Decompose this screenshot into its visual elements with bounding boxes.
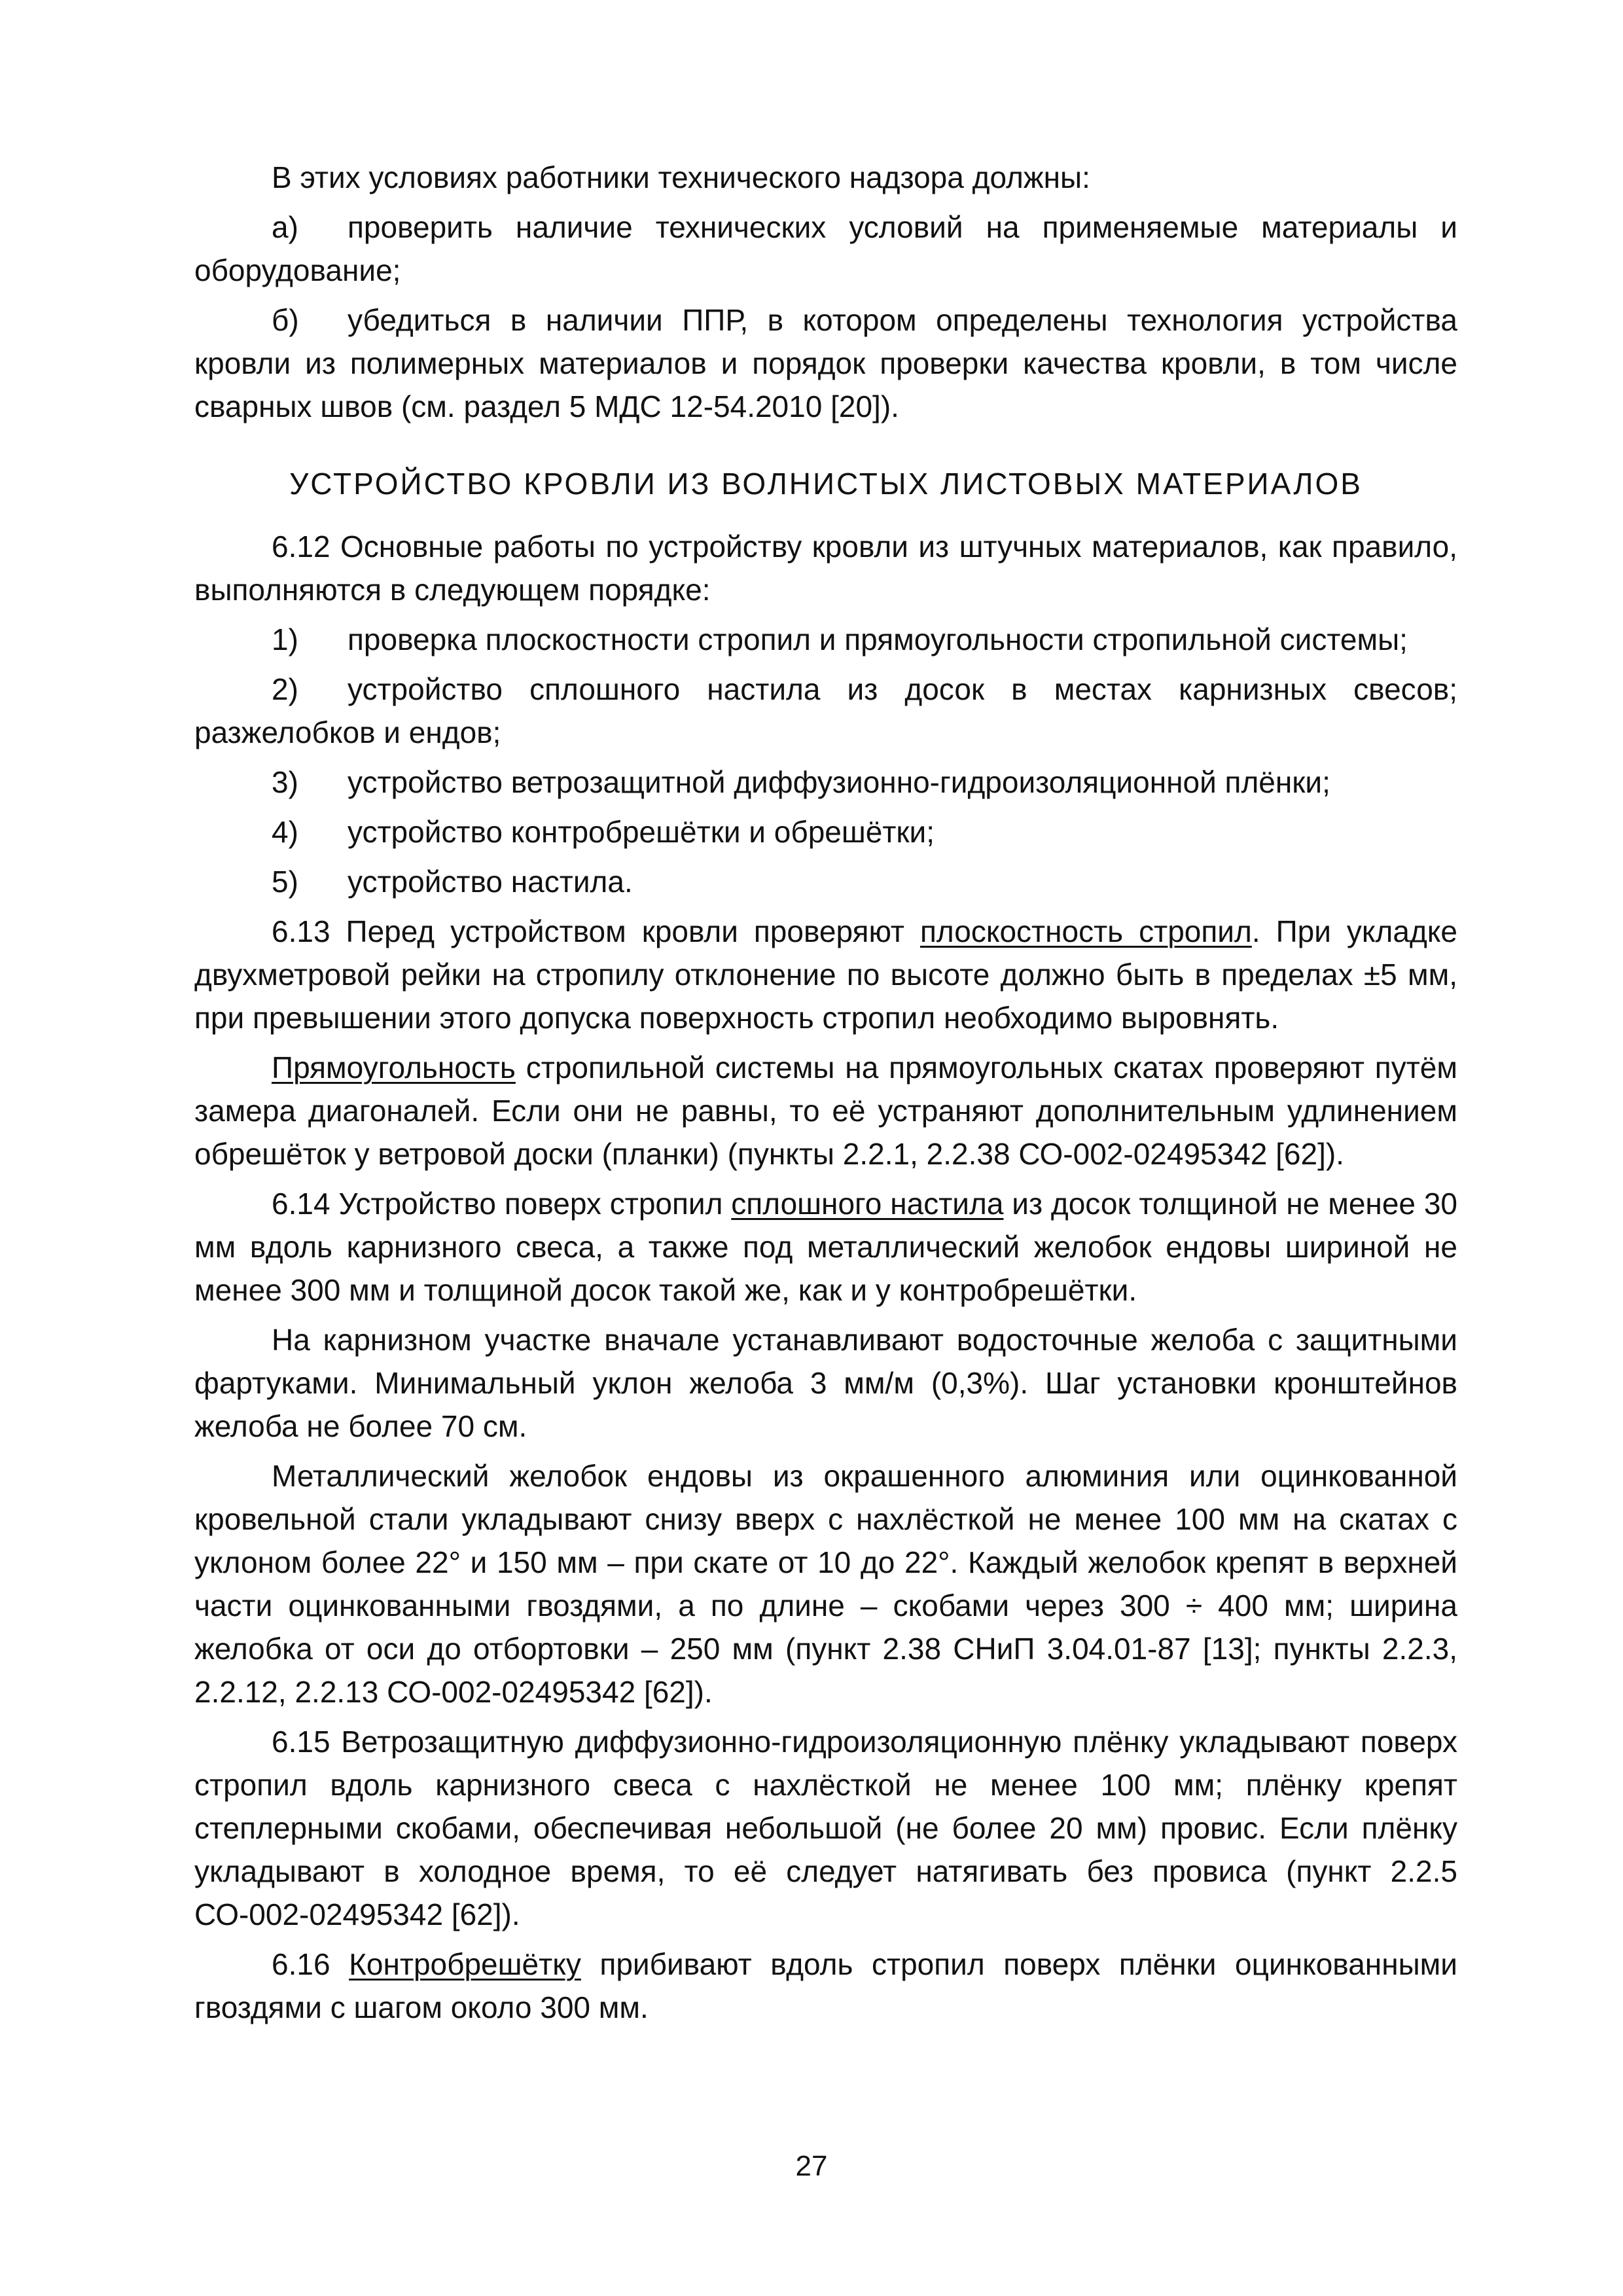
page-content bbox=[194, 156, 1457, 2036]
list-marker: 3) bbox=[272, 765, 298, 799]
list-item-3 bbox=[194, 761, 1457, 804]
intro-paragraph: В этих условиях работники технического надзора должны: bbox=[272, 160, 1090, 194]
underlined-term: Прямоугольность bbox=[272, 1050, 516, 1085]
list-marker: б) bbox=[272, 303, 299, 337]
page-number: 27 bbox=[795, 2150, 828, 2182]
list-item-text: проверить наличие технических условий на применяемые материалы и оборудование; bbox=[194, 210, 1457, 287]
paragraph-text: из досок толщиной не менее 30 мм вдоль карнизного свеса, а также под металлический желобок ендовы шириной не менее 300 мм и толщиной досок такой же, как и у контробрешётки. bbox=[194, 1187, 1458, 1307]
list-item-text: устройство настила. bbox=[348, 865, 633, 899]
list-marker: 2) bbox=[272, 672, 298, 706]
list-item-1 bbox=[194, 618, 1457, 661]
paragraph-text: прибивают вдоль стропил поверх плёнки оцинкованными гвоздями с шагом около 300 мм. bbox=[194, 1947, 1457, 2024]
list-item-text: проверка плоскостности стропил и прямоугольности стропильной системы; bbox=[348, 622, 1408, 656]
paragraph-valley: Металлический желобок ендовы из окрашенного алюминия или оцинкованной кровельной стали укладывают снизу вверх с нахлёсткой не менее 100 мм на скатах с уклоном более 22° и 150 мм – при скате от 10 до 22°. Каждый желобок крепят в верхней части оцинкованными гвоздями, а по длине – скобами через 300 ÷ 400 мм; ширина желобка от оси до отбортовки – 250 мм (пункт 2.38 СНиП 3.04.01-87 [13]; пункты 2.2.3, 2.2.12, 2.2.13 СО-002-02495342 [62]). bbox=[194, 1459, 1457, 1709]
underlined-term: сплошного настила bbox=[731, 1187, 1004, 1221]
paragraph-text: 6.16 bbox=[272, 1947, 349, 1981]
list-item-5 bbox=[194, 860, 1457, 903]
paragraph-6-16 bbox=[194, 1943, 1457, 2029]
list-item-a bbox=[194, 206, 1457, 292]
list-item-4 bbox=[194, 810, 1457, 853]
paragraph-6-15: 6.15 Ветрозащитную диффузионно-гидроизоляционную плёнку укладывают поверх стропил вдоль карнизного свеса с нахлёсткой не менее 100 мм; плёнку крепят степлерными скобами, обеспечивая небольшой (не более 20 мм) провис. Если плёнку укладывают в холодное время, то её следует натягивать без провиса (пункт 2.2.5 СО-002-02495342 [62]). bbox=[194, 1725, 1457, 1931]
list-item-text: устройство сплошного настила из досок в местах карнизных свесов; разжелобков и ендов; bbox=[194, 672, 1457, 749]
paragraph-6-12: 6.12 Основные работы по устройству кровли из штучных материалов, как правило, выполняются в следующем порядке: bbox=[194, 529, 1457, 607]
paragraph-text: . При укладке двухметровой рейки на стропилу отклонение по высоте должно быть в пределах ±5 мм, при превышении этого допуска поверхность стропил необходимо выровнять. bbox=[194, 914, 1458, 1035]
list-marker: 5) bbox=[272, 865, 298, 899]
paragraph-text: 6.14 Устройство поверх стропил bbox=[272, 1187, 732, 1221]
list-item-text: устройство контробрешётки и обрешётки; bbox=[348, 815, 935, 849]
section-heading: УСТРОЙСТВО КРОВЛИ ИЗ ВОЛНИСТЫХ ЛИСТОВЫХ МАТЕРИАЛОВ bbox=[289, 467, 1363, 501]
underlined-term: плоскостность стропил bbox=[919, 914, 1252, 948]
paragraph-text: стропильной системы на прямоугольных скатах проверяют путём замера диагоналей. Если они не равны, то её устраняют дополнительным удлинением обрешёток у ветровой доски (планки) (пункты 2.2.1, 2.2.38 СО-002-02495342 [62]). bbox=[194, 1050, 1457, 1171]
list-item-2 bbox=[194, 668, 1457, 754]
paragraph-rectangularity bbox=[194, 1046, 1457, 1175]
list-marker: 1) bbox=[272, 622, 298, 656]
list-marker: а) bbox=[272, 210, 298, 244]
paragraph-text: 6.13 Перед устройством кровли проверяют bbox=[272, 914, 920, 948]
paragraph-6-13 bbox=[194, 910, 1457, 1039]
list-item-b bbox=[194, 298, 1457, 428]
underlined-term: Контробрешётку bbox=[349, 1947, 581, 1981]
paragraph-eaves: На карнизном участке вначале устанавливают водосточные желоба с защитными фартуками. Минимальный уклон желоба 3 мм/м (0,3%). Шаг установки кронштейнов желоба не более 70 см. bbox=[194, 1323, 1457, 1443]
paragraph-6-14 bbox=[194, 1182, 1457, 1312]
list-item-text: убедиться в наличии ППР, в котором определены технология устройства кровли из полимерных материалов и порядок проверки качества кровли, в том числе сварных швов (см. раздел 5 МДС 12-54.2010 [20]). bbox=[194, 303, 1457, 423]
list-marker: 4) bbox=[272, 815, 298, 849]
list-item-text: устройство ветрозащитной диффузионно-гидроизоляционной плёнки; bbox=[348, 765, 1330, 799]
